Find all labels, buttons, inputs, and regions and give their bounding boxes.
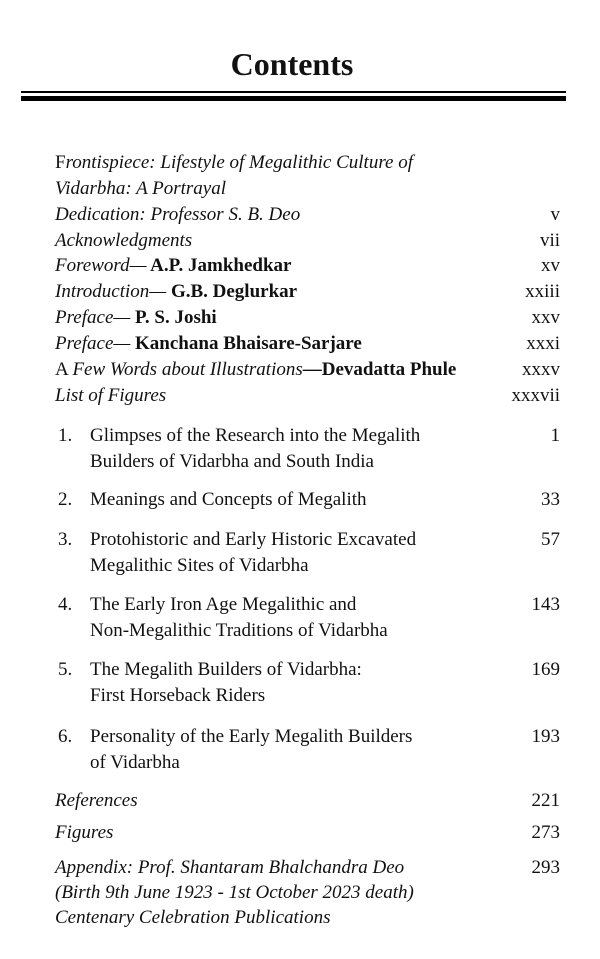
chapter-number: 4.: [58, 594, 73, 615]
page-number: vii: [539, 230, 560, 251]
entry-text-part: Foreword—: [55, 255, 147, 276]
toc-entry: [55, 333, 560, 355]
entry-text-part: References: [55, 790, 138, 811]
entry-text-part: Kanchana Bhaisare-Sarjare: [130, 333, 362, 354]
entry-text-part: A.P. Jamkhedkar: [146, 255, 292, 276]
entry-text-part: (Birth 9th June 1923 - 1st October 2023 death): [55, 882, 414, 903]
chapter-title: The Megalith Builders of Vidarbha:: [90, 659, 362, 680]
entry-text-part: Introduction—: [55, 281, 167, 302]
chapter-title: Non-Megalithic Traditions of Vidarbha: [90, 620, 388, 641]
toc-entry: [55, 822, 560, 844]
page-number: xv: [541, 255, 560, 276]
toc-entry: [55, 359, 560, 381]
page-number: v: [550, 204, 560, 225]
entry-text-part: Figures: [55, 822, 114, 843]
toc-entry: [55, 230, 560, 252]
entry-text-part: G.B. Deglurkar: [166, 281, 298, 302]
chapter-number: 3.: [58, 529, 73, 550]
toc-entry: [55, 204, 560, 226]
entry-text-part: rontispiece: Lifestyle of Megalithic Culture of: [65, 152, 413, 173]
toc-entry: [55, 907, 560, 929]
chapter-title: The Early Iron Age Megalithic and: [90, 594, 357, 615]
entry-text-part: Centenary Celebration Publications: [55, 907, 331, 928]
page-number: 293: [531, 857, 560, 878]
page-number: xxv: [531, 307, 560, 328]
chapter-title: Personality of the Early Megalith Builders: [90, 726, 413, 747]
entry-text-part: P. S. Joshi: [130, 307, 217, 328]
entry-text-part: Few Words about Illustrations: [72, 359, 303, 380]
entry-text-part: A: [55, 359, 73, 380]
page-number: 33: [541, 489, 560, 510]
chapter-title: Glimpses of the Research into the Megalith: [90, 425, 421, 446]
chapter-title: Meanings and Concepts of Megalith: [90, 489, 367, 510]
chapter-number: 1.: [58, 425, 73, 446]
entry-text-part: F: [55, 152, 66, 173]
page-number: 169: [531, 659, 560, 680]
page-number: 273: [531, 822, 560, 843]
chapter-number: 2.: [58, 489, 73, 510]
chapter-number: 5.: [58, 659, 73, 680]
chapter-title: Protohistoric and Early Historic Excavated: [90, 529, 417, 550]
toc-entry: [55, 178, 560, 200]
page-number: xxxvii: [511, 385, 560, 406]
toc-entry: [55, 255, 560, 277]
entry-text-part: Acknowledgments: [55, 230, 193, 251]
chapter-title: of Vidarbha: [90, 752, 180, 773]
toc-entry: [55, 790, 560, 812]
title-rule-thin: [21, 91, 566, 93]
page-number: xxxv: [522, 359, 560, 380]
entry-text-part: Appendix: Prof. Shantaram Bhalchandra Deo: [55, 857, 405, 878]
page-number: xxxi: [526, 333, 560, 354]
page-number: 57: [541, 529, 560, 550]
page-number: 221: [531, 790, 560, 811]
entry-text-part: Preface—: [55, 333, 131, 354]
toc-entry: [55, 307, 560, 329]
chapter-number: 6.: [58, 726, 73, 747]
toc-entry: [55, 385, 560, 407]
page-number: 1: [550, 425, 560, 446]
entry-text-part: List of Figures: [55, 385, 167, 406]
toc-entry: [55, 882, 560, 904]
toc-entry: [55, 152, 560, 174]
entry-text-part: —Devadatta Phule: [302, 359, 457, 380]
toc-entry: [55, 857, 560, 879]
page-number: xxiii: [525, 281, 560, 302]
title-rule-thick: [21, 96, 566, 101]
entry-text-part: Vidarbha: A Portrayal: [55, 178, 226, 199]
entry-text-part: Preface—: [55, 307, 131, 328]
chapter-title: Megalithic Sites of Vidarbha: [90, 555, 309, 576]
toc-entry: [55, 281, 560, 303]
page-number: 193: [531, 726, 560, 747]
page-title: Contents: [230, 46, 354, 82]
chapter-title: Builders of Vidarbha and South India: [90, 451, 374, 472]
page-number: 143: [531, 594, 560, 615]
entry-text-part: Dedication: Professor S. B. Deo: [55, 204, 301, 225]
chapter-title: First Horseback Riders: [90, 685, 266, 706]
